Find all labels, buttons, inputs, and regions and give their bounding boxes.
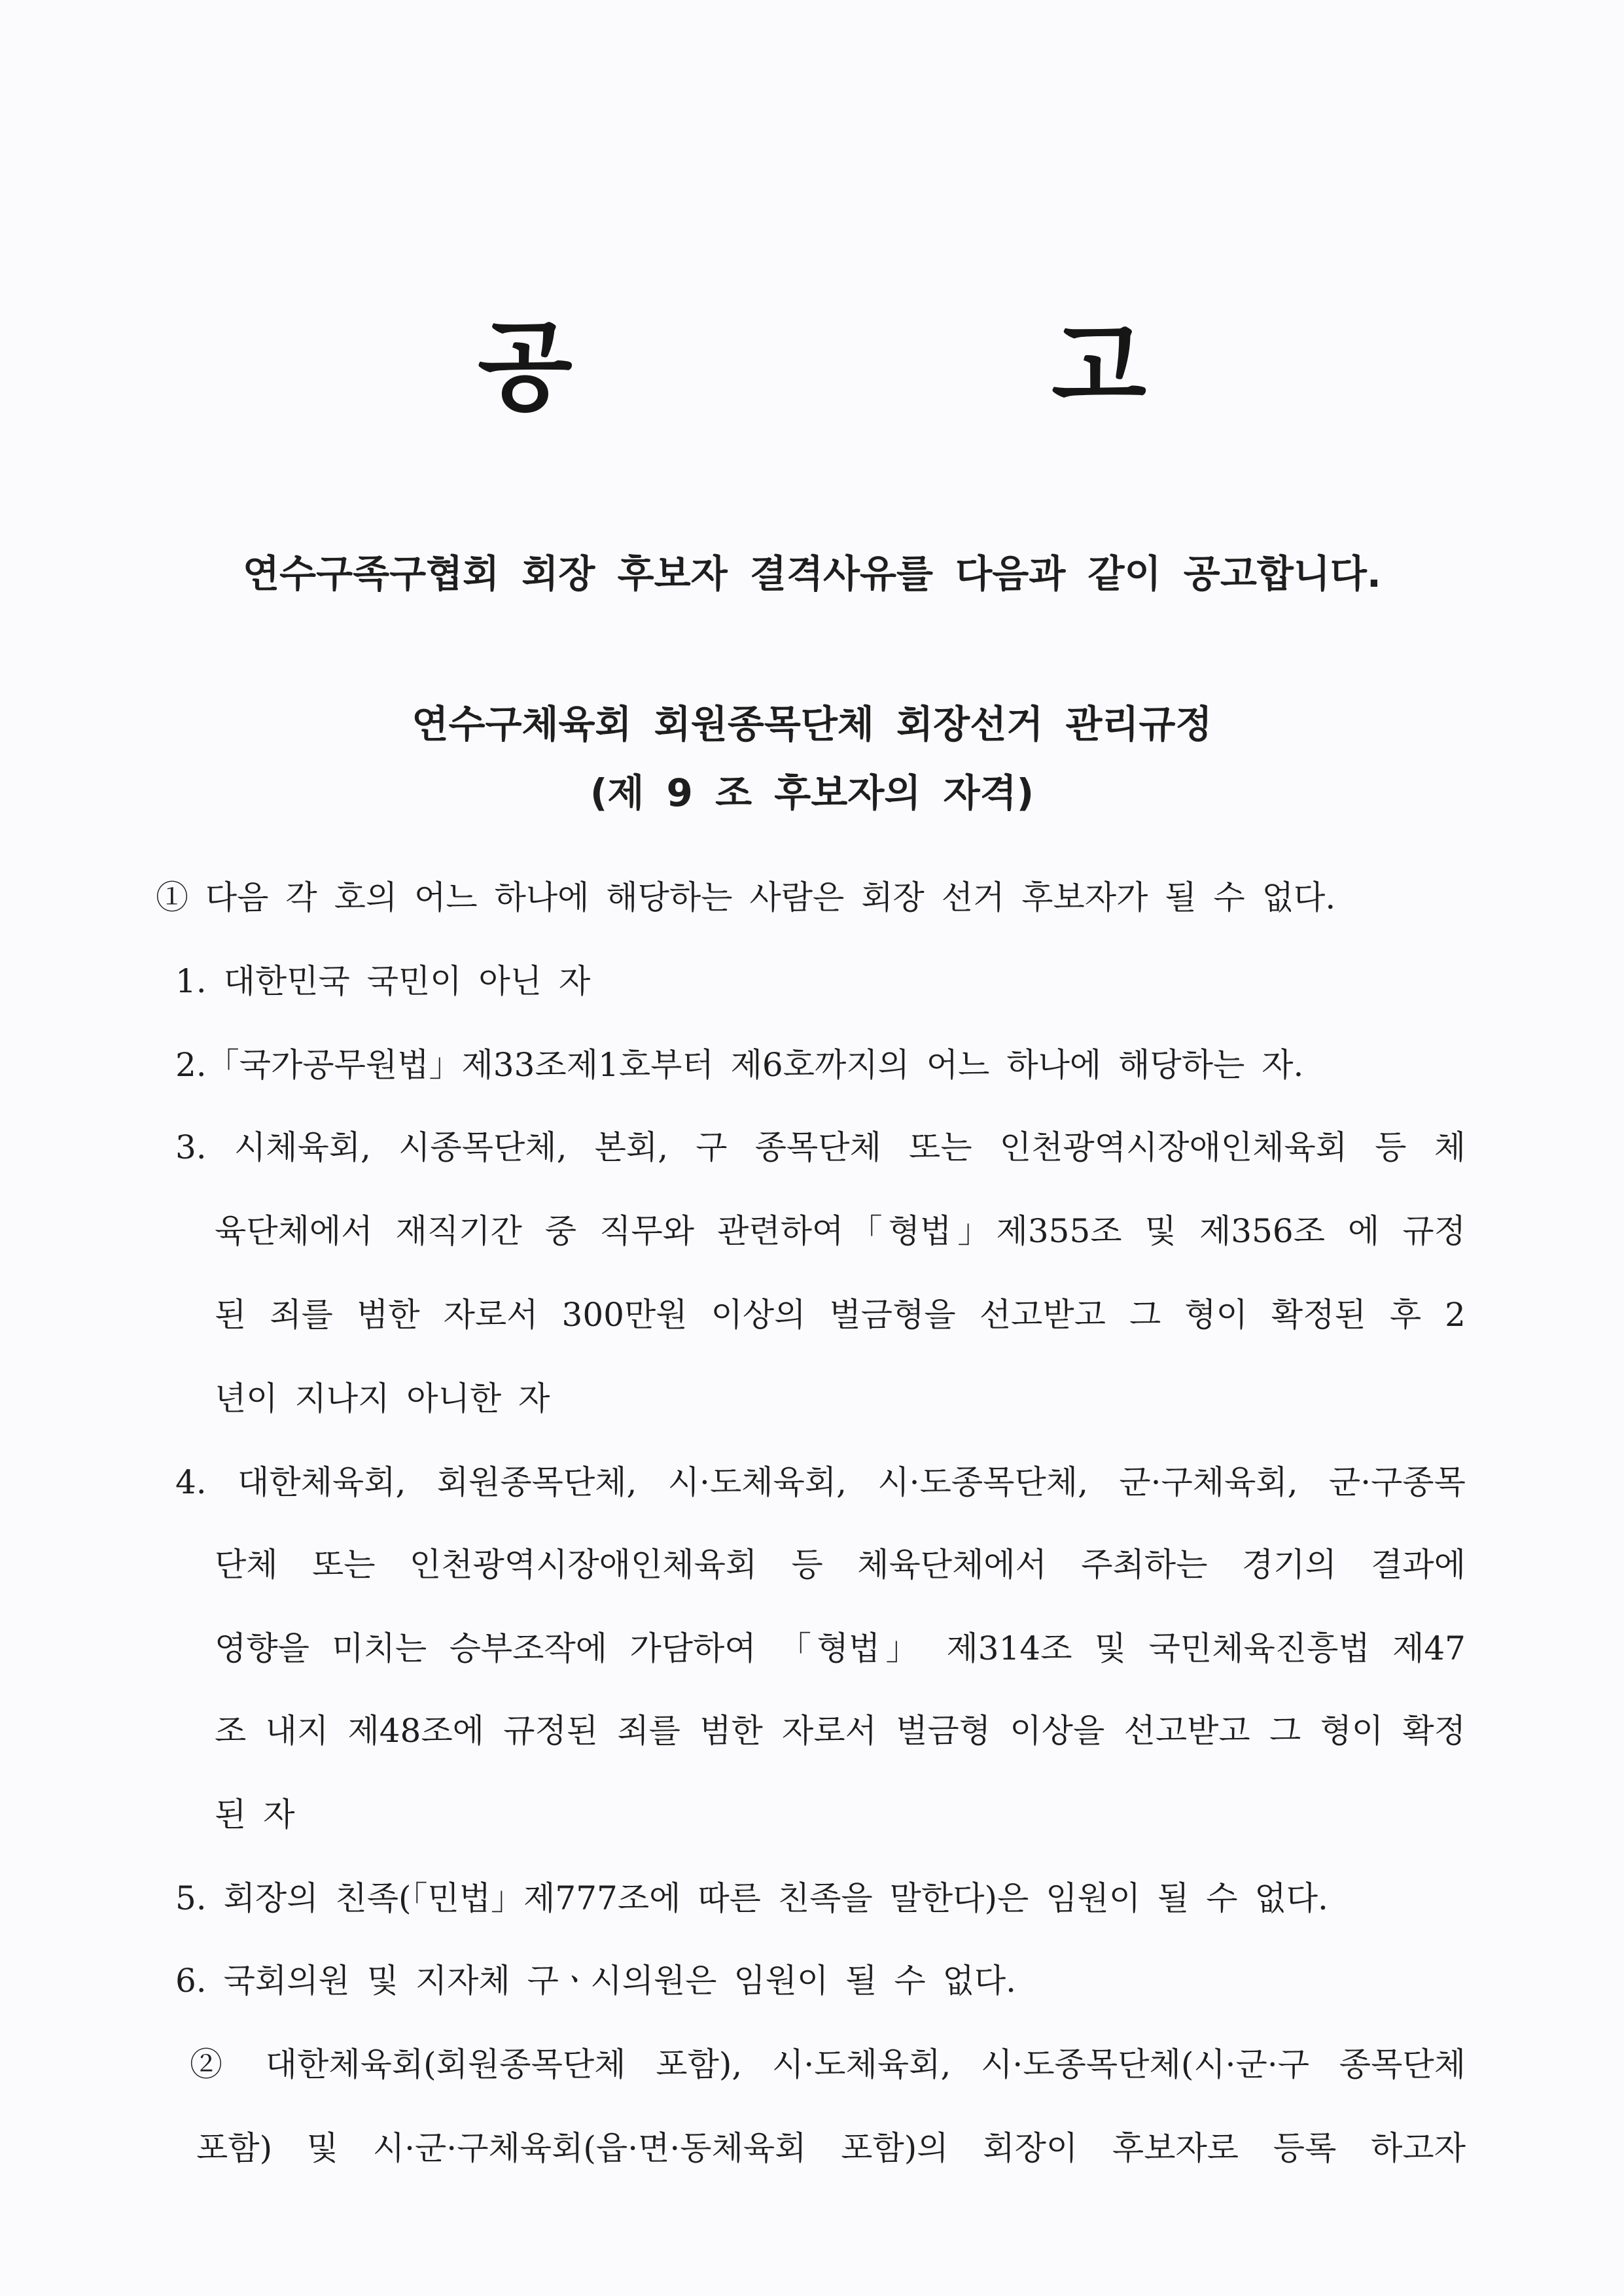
item-4-line-5: 된 자 [215, 1796, 295, 1834]
item-4-line-1: 4. 대한체육회, 회원종목단체, 시·도체육회, 시·도종목단체, 군·구체육회, 군·구종목 [175, 1463, 1466, 1501]
item-6: 6. 국회의원 및 지자체 구ㆍ시의원은 임원이 될 수 없다. [175, 1962, 1017, 2000]
item-4-line-4: 조 내지 제48조에 규정된 죄를 범한 자로서 벌금형 이상을 선고받고 그 형이 확정 [215, 1712, 1466, 1750]
document-title: 공 고 [477, 311, 1369, 425]
item-1: 1. 대한민국 국민이 아닌 자 [175, 962, 591, 1000]
item-4-line-2: 단체 또는 인천광역시장애인체육회 등 체육단체에서 주최하는 경기의 결과에 [215, 1546, 1466, 1584]
item-4-line-3: 영향을 미치는 승부조작에 가담하여 「형법」 제314조 및 국민체육진흥법 제47 [215, 1629, 1466, 1667]
clause-1-heading: ① 다음 각 호의 어느 하나에 해당하는 사람은 회장 선거 후보자가 될 수 없다. [156, 878, 1336, 916]
regulation-name: 연수구체육회 회원종목단체 회장선거 관리규정 [412, 702, 1212, 746]
regulation-article: (제 9 조 후보자의 자격) [590, 771, 1034, 815]
clause-2-line-1: ② 대한체육회(회원종목단체 포함), 시·도체육회, 시·도종목단체(시·군·구 종목단체 [190, 2045, 1466, 2083]
item-3-line-1: 3. 시체육회, 시종목단체, 본회, 구 종목단체 또는 인천광역시장애인체육회 등 체 [175, 1128, 1466, 1166]
clause-2-line-2: 포함) 및 시·군·구체육회(읍·면·동체육회 포함)의 회장이 후보자로 등록 하고자 [196, 2129, 1466, 2167]
announcement-intro: 연수구족구협회 회장 후보자 결격사유를 다음과 같이 공고합니다. [243, 551, 1381, 596]
item-5: 5. 회장의 친족(「민법」제777조에 따른 친족을 말한다)은 임원이 될 수 없다. [175, 1879, 1328, 1917]
item-2: 2.「국가공무원법」제33조제1호부터 제6호까지의 어느 하나에 해당하는 자. [175, 1046, 1304, 1084]
item-3-line-3: 된 죄를 범한 자로서 300만원 이상의 벌금형을 선고받고 그 형이 확정된 후 2 [215, 1296, 1466, 1334]
item-3-line-4: 년이 지나지 아니한 자 [215, 1380, 550, 1418]
item-3-line-2: 육단체에서 재직기간 중 직무와 관련하여「형법」제355조 및 제356조 에 규정 [215, 1212, 1466, 1250]
